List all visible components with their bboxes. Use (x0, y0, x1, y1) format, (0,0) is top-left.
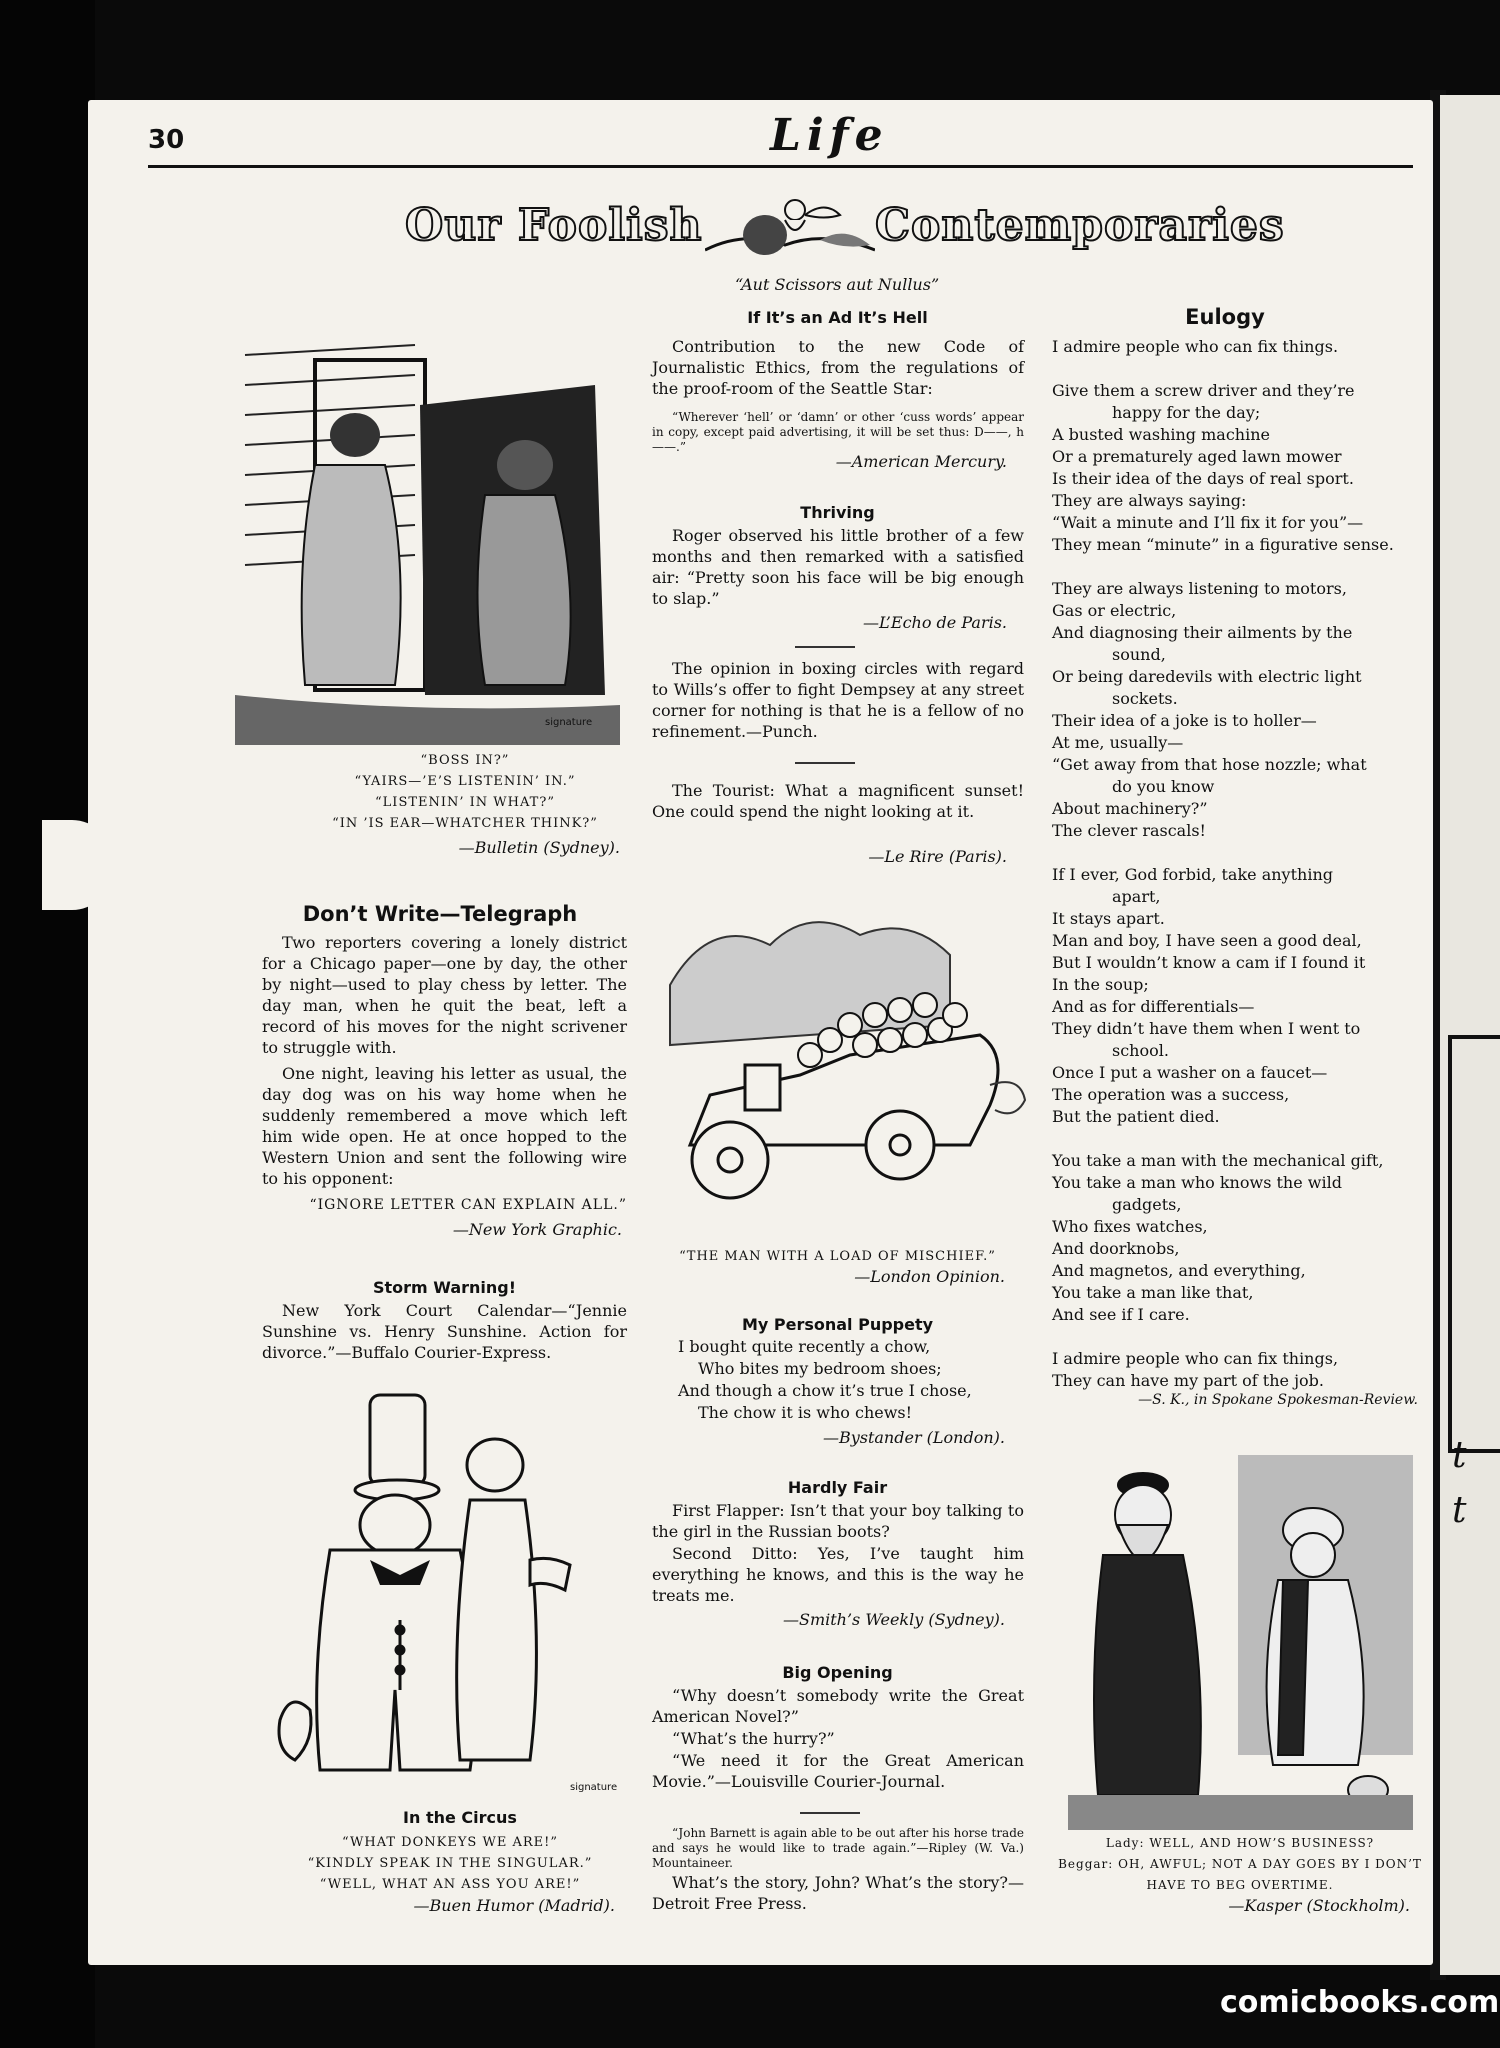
poem-line: gadgets, (1112, 1195, 1182, 1214)
stanza-break (1052, 842, 1412, 864)
thriving-text: Roger observed his little brother of a few months and then remarked with a satisfied air: “Pretty soon his face will be big enough to slap.” (652, 526, 1024, 608)
storm-text: New York Court Calendar—“Jennie Sunshine vs. Henry Sunshine. Action for divorce.”—Buffalo Courier-Express. (262, 1301, 627, 1362)
circus-cartoon-illustration (270, 1390, 630, 1800)
caption-line: “YAIRS—’E’S LISTENIN’ IN.” (354, 774, 576, 789)
poem-line: do you know (1112, 777, 1215, 796)
stanza-break (1052, 1326, 1412, 1348)
separator (795, 762, 855, 764)
barnett-text: What’s the story, John? What’s the story?—Detroit Free Press. (652, 1873, 1024, 1913)
stanza-break (1052, 556, 1412, 578)
poem-line: And doorknobs, (1052, 1239, 1180, 1258)
circus-source: —Buen Humor (Madrid). (413, 1896, 615, 1915)
separator (800, 1812, 860, 1814)
eulogy-source: —S. K., in Spokane Spokesman-Review. (1138, 1392, 1418, 1408)
header-rule (148, 165, 1413, 168)
svg-text:signature: signature (545, 717, 593, 728)
poem-line: They didn’t have them when I went to (1052, 1019, 1361, 1038)
beggar-source: —Kasper (Stockholm). (1228, 1896, 1410, 1915)
poem-line: Gas or electric, (1052, 601, 1177, 620)
page-tab (42, 820, 112, 910)
poem-line: The chow it is who chews! (698, 1403, 913, 1422)
car-source: —London Opinion. (854, 1267, 1005, 1286)
telegraph-source: —New York Graphic. (452, 1220, 622, 1239)
telegraph-paragraph-1: Two reporters covering a lonely district for a Chicago paper—one by day, the other by night—used to play chess by letter. The day man, when he quit the beat, left a record of his moves for the night scrivener to struggle with. (262, 933, 627, 1057)
fair-text-1: First Flapper: Isn’t that your boy talking to the girl in the Russian boots? (652, 1501, 1024, 1541)
cartoon-door-illustration (235, 315, 620, 745)
poem-line: I admire people who can fix things, (1052, 1349, 1339, 1368)
poem-line: And diagnosing their ailments by the (1052, 623, 1353, 642)
caption-line: Beggar: OH, AWFUL; NOT A DAY GOES BY I DON’T HAVE TO BEG OVERTIME. (1058, 1857, 1422, 1892)
banner-left-text: Our Foolish (405, 200, 703, 251)
poem-line: But I wouldn’t know a cam if I found it (1052, 953, 1366, 972)
puppy-poem (678, 1336, 1018, 1424)
ad-quote: “Wherever ‘hell’ or ‘damn’ or other ‘cuss words’ appear in copy, except paid advertising, it will be set thus: D——, h——.” (652, 410, 1024, 454)
opening-line-1: “Why doesn’t somebody write the Great American Novel?” (652, 1686, 1024, 1726)
poem-line: Give them a screw driver and they’re (1052, 381, 1355, 400)
poem-line: The clever rascals! (1052, 821, 1206, 840)
telegraph-wire: “IGNORE LETTER CAN EXPLAIN ALL.” (309, 1197, 627, 1213)
tourist-source: —Le Rire (Paris). (868, 847, 1007, 866)
banner-right-text: Contemporaries (875, 200, 1285, 251)
car-caption: “THE MAN WITH A LOAD OF MISCHIEF.” (679, 1249, 996, 1264)
svg-text:signature: signature (570, 1782, 618, 1793)
caption-line: “KINDLY SPEAK IN THE SINGULAR.” (307, 1856, 593, 1871)
poem-line: sound, (1112, 645, 1166, 664)
ad-title: If It’s an Ad It’s Hell (747, 308, 928, 327)
separator (795, 646, 855, 648)
poem-line: They can have my part of the job. (1052, 1371, 1324, 1390)
poem-line: You take a man who knows the wild (1052, 1173, 1342, 1192)
ad-source: —American Mercury. (835, 452, 1007, 471)
poem-line: But the patient died. (1052, 1107, 1220, 1126)
thriving-title: Thriving (800, 503, 875, 522)
opening-title: Big Opening (782, 1663, 893, 1682)
poem-line: I bought quite recently a chow, (678, 1337, 931, 1356)
puppy-source: —Bystander (London). (822, 1428, 1005, 1447)
car-cartoon-illustration (650, 905, 1030, 1240)
poem-line: Is their idea of the days of real sport. (1052, 469, 1354, 488)
poem-line: sockets. (1112, 689, 1178, 708)
poem-line: They are always saying: (1052, 491, 1247, 510)
poem-line: They mean “minute” in a figurative sense. (1052, 535, 1394, 554)
poem-line: And as for differentials— (1052, 997, 1255, 1016)
poem-line: A busted washing machine (1052, 425, 1270, 444)
ad-text: Contribution to the new Code of Journalistic Ethics, from the regulations of the proof-room of the Seattle Star: (652, 337, 1024, 398)
circus-caption (270, 1832, 630, 1895)
poem-line: And see if I care. (1052, 1305, 1190, 1324)
poem-line: school. (1112, 1041, 1169, 1060)
opening-line-3: “We need it for the Great American Movie.”—Louisville Courier-Journal. (652, 1751, 1024, 1791)
boxing-text: The opinion in boxing circles with regard to Wills’s offer to fight Dempsey at any street corner for nothing is that he is a fellow of no refinement.—Punch. (652, 659, 1024, 741)
poem-line: apart, (1112, 887, 1161, 906)
page-number: 30 (148, 125, 185, 155)
telegraph-paragraph-2: One night, leaving his letter as usual, the day dog was on his way home when he suddenly remembered a move which left him wide open. He at once hopped to the Western Union and sent the following wire to his opponent: (262, 1064, 627, 1188)
poem-line: Man and boy, I have seen a good deal, (1052, 931, 1362, 950)
tourist-text: The Tourist: What a magnificent sunset! One could spend the night looking at it. (652, 781, 1024, 821)
thriving-source: —L’Echo de Paris. (863, 613, 1007, 632)
poem-line: You take a man like that, (1052, 1283, 1254, 1302)
circus-title: In the Circus (403, 1808, 517, 1827)
poem-line: I admire people who can fix things. (1052, 337, 1339, 356)
fair-source: —Smith’s Weekly (Sydney). (782, 1610, 1005, 1629)
adjacent-page-glyph: t (1452, 1435, 1467, 1476)
poem-line: At me, usually— (1052, 733, 1184, 752)
storm-title: Storm Warning! (372, 1278, 517, 1297)
barnett-quote: “John Barnett is again able to be out after his horse trade and says he would like to trade again.”—Ripley (W. Va.) Mountaineer. (652, 1826, 1024, 1870)
caption-line: Lady: WELL, AND HOW’S BUSINESS? (1105, 1836, 1375, 1850)
caption-line: “BOSS IN?” (420, 753, 510, 768)
adjacent-page-glyph: t (1452, 1490, 1467, 1531)
caption-line: “IN ’IS EAR—WHATCHER THINK?” (332, 816, 598, 831)
opening-line-2: “What’s the hurry?” (672, 1729, 835, 1748)
eulogy-title: Eulogy (1185, 305, 1265, 329)
adjacent-page-box (1448, 1035, 1500, 1453)
section-banner (405, 200, 1285, 265)
stanza-break (1052, 1128, 1412, 1150)
poem-line: About machinery?” (1052, 799, 1208, 818)
poem-line: Or being daredevils with electric light (1052, 667, 1362, 686)
cartoon1-caption (300, 750, 630, 834)
fair-text-2: Second Ditto: Yes, I’ve taught him everything he knows, and this is the way he treats me. (652, 1544, 1024, 1605)
caption-line: “WELL, WHAT AN ASS YOU ARE!” (319, 1877, 581, 1892)
puppy-title: My Personal Puppety (741, 1315, 934, 1334)
poem-line: Who bites my bedroom shoes; (698, 1359, 942, 1378)
eulogy-poem (1052, 336, 1412, 1392)
poem-line: And though a chow it’s true I chose, (678, 1381, 972, 1400)
adjacent-page (1440, 95, 1500, 1975)
poem-line: Their idea of a joke is to holler— (1052, 711, 1317, 730)
poem-line: “Wait a minute and I’ll fix it for you”— (1052, 513, 1364, 532)
poem-line: Once I put a washer on a faucet— (1052, 1063, 1328, 1082)
beggar-cartoon-illustration (1068, 1455, 1413, 1830)
poem-line: happy for the day; (1112, 403, 1261, 422)
telegraph-title: Don’t Write—Telegraph (302, 902, 578, 926)
cartoon1-source: —Bulletin (Sydney). (458, 838, 620, 857)
poem-line: Or a prematurely aged lawn mower (1052, 447, 1342, 466)
cherub-emblem-icon (705, 195, 875, 265)
motto: “Aut Scissors aut Nullus” (735, 275, 940, 294)
poem-line: If I ever, God forbid, take anything (1052, 865, 1333, 884)
poem-line: You take a man with the mechanical gift, (1052, 1151, 1384, 1170)
caption-line: “WHAT DONKEYS WE ARE!” (342, 1835, 558, 1850)
poem-line: “Get away from that hose nozzle; what (1052, 755, 1367, 774)
poem-line: In the soup; (1052, 975, 1149, 994)
poem-line: They are always listening to motors, (1052, 579, 1347, 598)
stanza-break (1052, 358, 1412, 380)
beggar-caption (1055, 1833, 1425, 1896)
magazine-title: Life (770, 110, 889, 161)
watermark: comicbooks.com (1220, 1985, 1500, 2020)
poem-line: The operation was a success, (1052, 1085, 1290, 1104)
poem-line: Who fixes watches, (1052, 1217, 1208, 1236)
caption-line: “LISTENIN’ IN WHAT?” (375, 795, 555, 810)
poem-line: And magnetos, and everything, (1052, 1261, 1306, 1280)
left-background (0, 0, 95, 2048)
fair-title: Hardly Fair (787, 1478, 888, 1497)
poem-line: It stays apart. (1052, 909, 1165, 928)
